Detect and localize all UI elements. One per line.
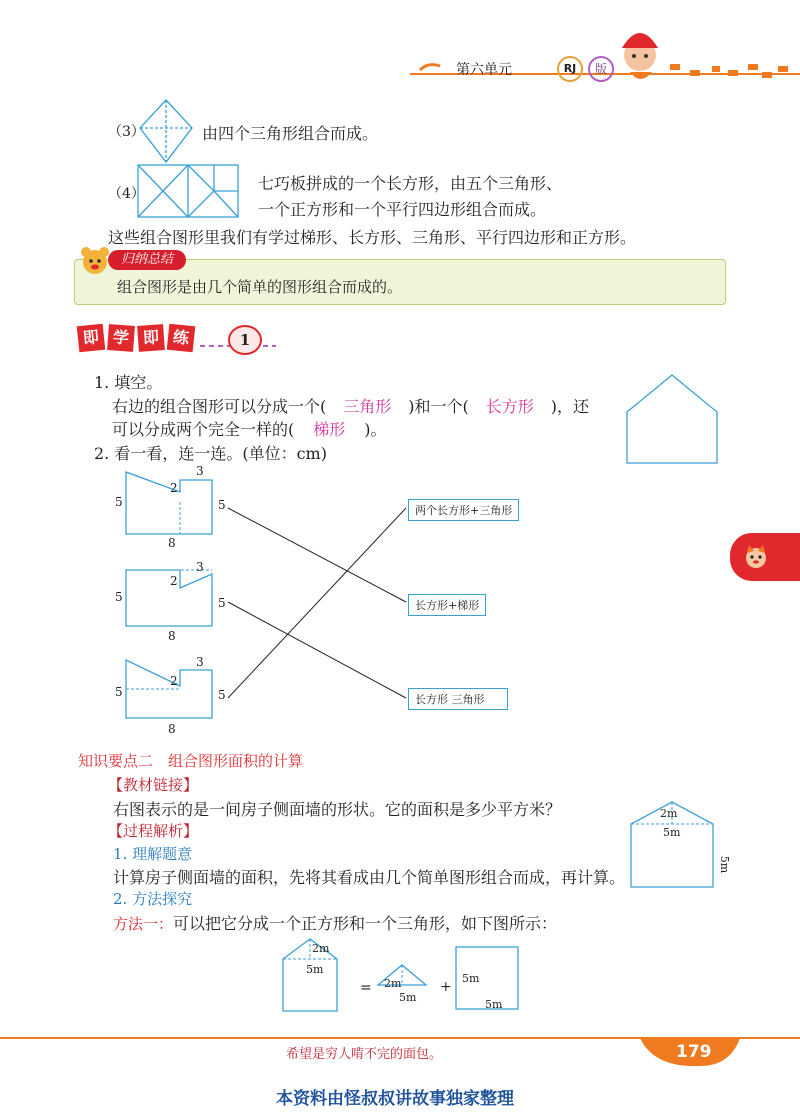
- match-box-1[interactable]: 两个长方形+三角形: [408, 499, 519, 521]
- q1-answer-1: 三角形: [343, 397, 392, 416]
- fig-a-mid: 2: [170, 481, 178, 495]
- section2-question: 右图表示的是一间房子侧面墙的形状。它的面积是多少平方米？: [113, 800, 562, 819]
- unit-title: 第六单元: [456, 62, 512, 78]
- house-label-2m: 2m: [660, 807, 678, 820]
- method1-text: 可以把它分成一个正方形和一个三角形，如下图所示：: [173, 914, 558, 933]
- q1-text-d: 可以分成两个完全一样的(: [112, 420, 295, 439]
- kite-figure: [138, 98, 194, 164]
- q1-text-e: )。: [364, 420, 387, 439]
- eq-house-2m: 2m: [312, 942, 330, 955]
- eq-tri-2m: 2m: [384, 977, 402, 990]
- process-label: 【过程解析】: [108, 822, 199, 840]
- fox-icon: [742, 543, 770, 571]
- fig-c-bottom: 8: [168, 722, 176, 736]
- ban-badge: 版: [588, 56, 614, 82]
- q1-label: 1. 填空。: [94, 373, 163, 392]
- practice-number: 1: [228, 325, 262, 355]
- practice-char-1: 即: [77, 324, 106, 353]
- q1-house-figure: [624, 372, 720, 466]
- cartoon-girl-icon: [622, 33, 658, 79]
- shape-b: [126, 570, 212, 626]
- conclusion-title: 归纳总结: [120, 252, 173, 267]
- eq-house-5m: 5m: [306, 963, 324, 976]
- shape-a: [126, 472, 212, 534]
- fig-a-top: 3: [196, 464, 204, 478]
- practice-char-4: 练: [167, 324, 196, 353]
- q1-line1: [112, 394, 589, 417]
- header-decoration: [0, 0, 800, 95]
- method1-label: 方法一：: [113, 915, 174, 933]
- section2-title: 知识要点二 组合图形面积的计算: [78, 752, 304, 770]
- step2-label: 2. 方法探究: [113, 890, 193, 908]
- house-label-5m: 5m: [663, 826, 681, 839]
- page-number: 179: [676, 1042, 712, 1062]
- item3-label: （3）: [108, 124, 145, 140]
- item4-text-line2: 一个正方形和一个平行四边形组合而成。: [258, 200, 547, 219]
- fig-a-right: 5: [218, 498, 226, 512]
- side-tab: [730, 533, 800, 581]
- eq-tri-5m: 5m: [399, 991, 417, 1004]
- q1-text-c: )，还: [550, 397, 589, 416]
- textbook-link-label: 【教材链接】: [108, 776, 199, 794]
- q1-text-b: )和一个(: [408, 397, 469, 416]
- practice-char-2: 学: [107, 324, 135, 352]
- footer-motto: 希望是穷人啃不完的面包。: [286, 1047, 443, 1062]
- footer-credit: 本资料由怪叔叔讲故事独家整理: [276, 1089, 514, 1109]
- q2-label: 2. 看一看，连一连。(单位：cm): [94, 444, 327, 463]
- eq-square-5m-bottom: 5m: [485, 998, 503, 1011]
- fig-a-left: 5: [115, 495, 123, 509]
- fig-a-bottom: 8: [168, 536, 176, 550]
- conclusion-text: 组合图形是由几个简单的图形组合而成的。: [117, 278, 403, 296]
- q1-text-a: 右边的组合图形可以分成一个(: [112, 397, 327, 416]
- item4-label: （4）: [108, 186, 145, 202]
- fig-c-top: 3: [196, 655, 204, 669]
- q1-answer-3: 梯形: [313, 420, 346, 439]
- fig-b-left: 5: [115, 590, 123, 604]
- q1-answer-2: 长方形: [485, 397, 534, 416]
- eq-plus: +: [440, 979, 452, 995]
- method1-line: [113, 911, 557, 934]
- fig-c-right: 5: [218, 688, 226, 702]
- fig-b-bottom: 8: [168, 629, 176, 643]
- eq-equals: =: [360, 980, 372, 996]
- summary-line: 这些组合图形里我们有学过梯形、长方形、三角形、平行四边形和正方形。: [108, 228, 637, 247]
- match-box-2[interactable]: 长方形+梯形: [408, 594, 486, 616]
- q1-line2: [112, 417, 387, 440]
- fig-b-top: 3: [196, 560, 204, 574]
- cartoon-bear-icon: [78, 246, 112, 276]
- item4-text-line1: 七巧板拼成的一个长方形，由五个三角形、: [258, 174, 563, 193]
- fig-c-left: 5: [115, 685, 123, 699]
- fig-c-mid: 2: [170, 674, 178, 688]
- fig-b-mid: 2: [170, 574, 178, 588]
- fig-b-right: 5: [218, 596, 226, 610]
- house-label-side: 5m: [718, 855, 732, 874]
- step1-label: 1. 理解题意: [113, 845, 193, 863]
- step1-text: 计算房子侧面墙的面积，先将其看成由几个简单图形组合而成，再计算。: [113, 868, 626, 887]
- header-bar: [0, 0, 800, 95]
- eq-square-5m-side: 5m: [462, 972, 480, 985]
- match-lines: [228, 508, 406, 698]
- practice-char-3: 即: [137, 324, 165, 352]
- match-box-3[interactable]: 长方形 三角形: [408, 688, 508, 710]
- conclusion-title-badge: [108, 250, 186, 270]
- tangram-rectangle: [136, 163, 242, 221]
- rj-badge: RJ: [557, 56, 583, 82]
- item3-text: 由四个三角形组合而成。: [202, 124, 379, 143]
